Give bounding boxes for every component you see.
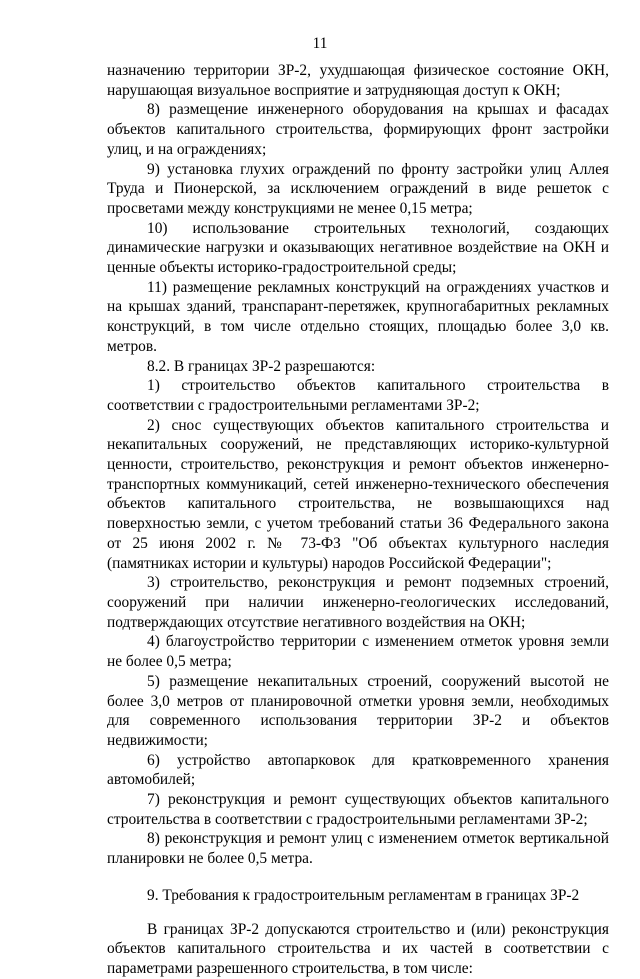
paragraph: В границах ЗР-2 допускаются строительство и (или) реконструкция объектов капитального строительства и их частей в соответствии с параметрами разрешенного строительства, в том числе: xyxy=(107,920,609,977)
paragraph: 8) размещение инженерного оборудования на крышах и фасадах объектов капитального строительства, формирующих фронт застройки улиц, и на ограждениях; xyxy=(107,101,609,158)
paragraph: назначению территории ЗР-2, ухудшающая физическое состояние ОКН, нарушающая визуальное восприятие и затрудняющая доступ к ОКН; xyxy=(107,62,609,99)
paragraph: 2) снос существующих объектов капитального строительства и некапитальных сооружений, не представляющих историко-культурной ценности, строительство, реконструкция и ремонт объектов инженерно-транспортных коммуникаций, сетей инженерно-технического обеспечения объектов капитального строительства, не возвышающихся над поверхностью земли, с учетом требований статьи 36 Федерального закона от 25 июня 2002 г. № 73-ФЗ "Об объектах культурного наследия (памятниках истории и культуры) народов Российской Федерации"; xyxy=(107,416,609,572)
section-heading: 9. Требования к градостроительным регламентам в границах ЗР-2 xyxy=(147,886,580,904)
paragraph: 6) устройство автопарковок для кратковременного хранения автомобилей; xyxy=(107,751,609,789)
paragraph: 7) реконструкция и ремонт существующих объектов капитального строительства в соответствии с градостроительными регламентами ЗР-2; xyxy=(107,791,609,828)
paragraph: 11) размещение рекламных конструкций на ограждениях участков и на крышах зданий, транспарант-перетяжек, крупногабаритных рекламных конструкций, в том числе отдельно стоящих, площадью более 3,0 кв. метров. xyxy=(107,278,609,355)
paragraph: 9) установка глухих ограждений по фронту застройки улиц Аллея Труда и Пионерской, за исключением ограждений в виде решеток с просветами между конструкциями не менее 0,15 метра; xyxy=(107,160,609,217)
paragraph: 10) использование строительных технологий, создающих динамические нагрузки и оказывающих негативное воздействие на ОКН и ценные объекты историко-градостроительной среды; xyxy=(107,219,609,277)
paragraph: 3) строительство, реконструкция и ремонт подземных строений, сооружений при наличии инженерно-геологических исследований, подтверждающих отсутствие негативного воздействия на ОКН; xyxy=(107,574,609,631)
document-body xyxy=(107,61,609,979)
paragraph: 8) реконструкция и ремонт улиц с изменением отметок вертикальной планировки не более 0,5 метра. xyxy=(107,830,609,868)
paragraph: 1) строительство объектов капитального строительства в соответствии с градостроительными регламентами ЗР-2; xyxy=(107,377,609,414)
paragraph: 4) благоустройство территории с изменением отметок уровня земли не более 0,5 метра; xyxy=(107,633,609,671)
paragraph: 8.2. В границах ЗР-2 разрешаются: xyxy=(147,357,376,375)
page-number: 11 xyxy=(312,35,328,52)
paragraph: 5) размещение некапитальных строений, сооружений высотой не более 3,0 метров от планировочной отметки уровня земли, необходимых для современного использования территории ЗР-2 и объектов недвижимости; xyxy=(107,672,609,749)
